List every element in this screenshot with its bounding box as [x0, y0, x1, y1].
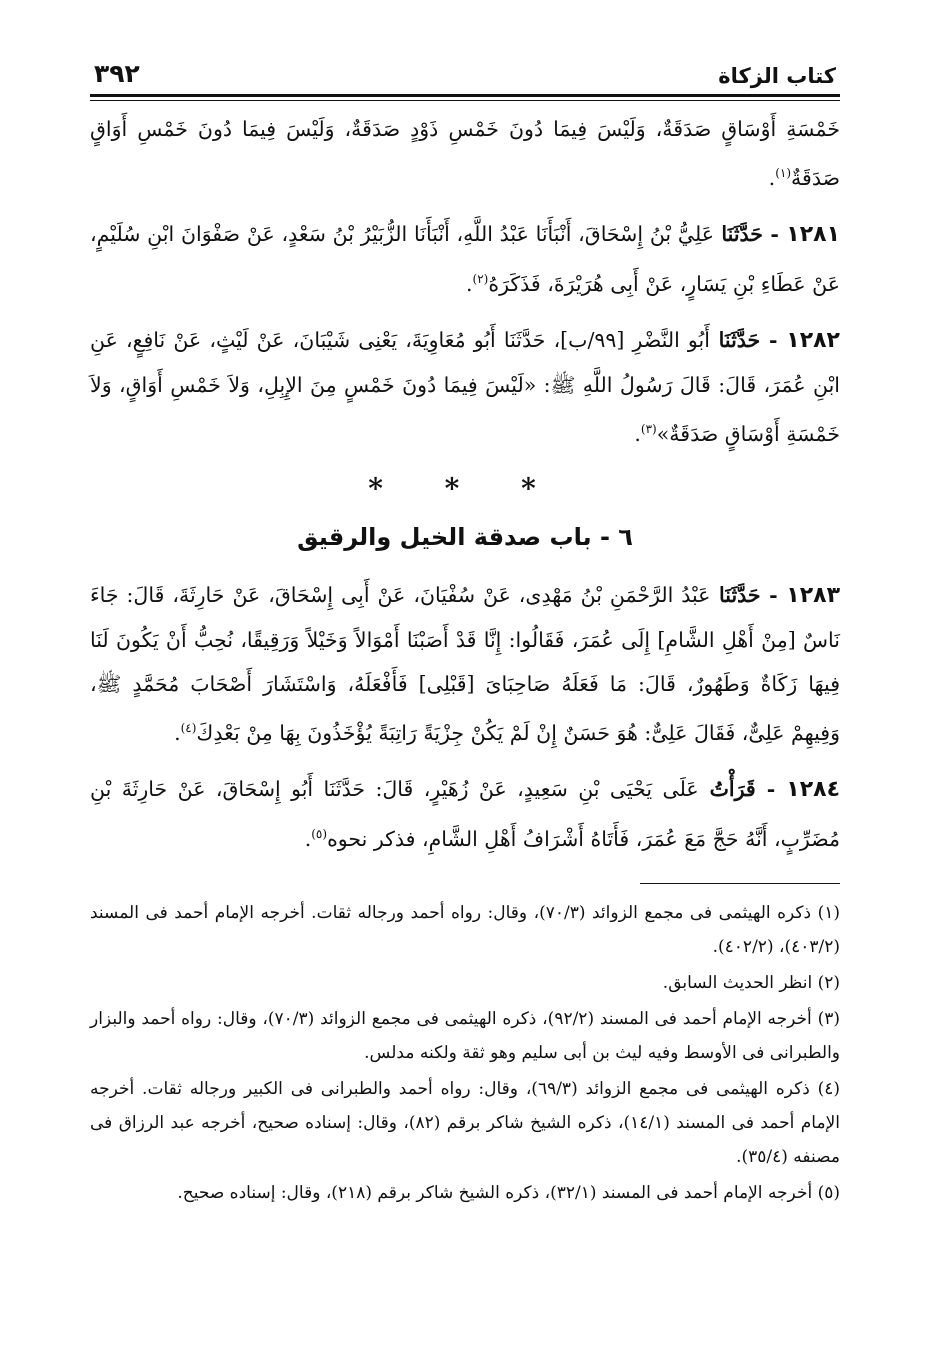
footnote-ref: (١) [775, 166, 792, 180]
paragraph-continuation: خَمْسَةِ أَوْسَاقٍ صَدَقَةٌ، وَلَيْسَ فِيمَا دُونَ خَمْسِ ذَوْدٍ صَدَقَةٌ، وَلَيْسَ فِيمَا دُونَ خَمْسِ أَوَاقٍ صَدَقَةٌ$^{(١)}$. [90, 117, 840, 190]
hadith-number: ١٢٨٤ [786, 777, 840, 803]
hadith-text: عَبْدُ الرَّحْمَنِ بْنُ مَهْدِى، عَنْ سُفْيَانَ، عَنْ أَبِى إِسْحَاقَ، عَنْ حَارِثَةَ، قَالَ: جَاءَ نَاسٌ [مِنْ أَهْلِ الشَّامِ] إِلَى عُمَرَ، فَقَالُوا: إِنَّا قَدْ أَصَبْنَا أَمْوَالاً وَخَيْلاً وَرَقِيقًا، نُحِبُّ أَنْ يَكُونَ لَنَا فِيهَا زَكَاةٌ وَطَهُورٌ، قَالَ: مَا فَعَلَهُ صَاحِبَاىَ [قَبْلِى] فَأَفْعَلَهُ، وَاسْتَشَارَ أَصْحَابَ مُحَمَّدٍ ﷺ، وَفِيهِمْ عَلِىٌّ، فَقَالَ عَلِىٌّ: هُوَ حَسَنٌ إِنْ لَمْ يَكُنْ جِزْيَةً رَاتِبَةً يُؤْخَذُونَ بِهَا مِنْ بَعْدِكَ [90, 583, 840, 746]
footnote-3: (٣) أخرجه الإمام أحمد فى المسند (٩٢/٢)، ذكره الهيثمى فى مجمع الزوائد (٧٠/٣)، وقال: رواه أحمد والبزار والطبرانى فى الأوسط وفيه ليث بن أبى سليم وهو ثقة ولكنه مدلس. [90, 1009, 841, 1064]
hadith-number: ١٢٨٢ [786, 327, 840, 353]
page-header [90, 52, 840, 88]
hadith-text: عَلِيُّ بْنُ إِسْحَاقَ، أَنْبَأَنَا عَبْدُ اللَّهِ، أَنْبَأَنَا الزُّبَيْرُ بْنُ سَعْدٍ، عَنْ صَفْوَانَ ابْنِ سُلَيْمٍ، عَنْ عَطَاءِ بْنِ يَسَارٍ، عَنْ أَبِى هُرَيْرَةَ، فَذَكَرَهُ [90, 221, 840, 296]
footnote-4: (٤) ذكره الهيثمى فى مجمع الزوائد (٦٩/٣)، وقال: رواه أحمد والطبرانى فى الكبير ورجاله ثقات. أخرجه الإمام أحمد فى المسند (١٤/١)، ذكره الشيخ شاكر برقم (٨٢)، وقال: إسناده صحيح، أخرجه عبد الرزاق فى مصنفه (٣٥/٤). [90, 1079, 840, 1168]
header-rule-thin [90, 100, 840, 101]
header-rule-thick [90, 94, 840, 97]
hadith-number: ١٢٨١ [786, 221, 840, 247]
hadith-text: أَبُو النَّضْرِ [٩٩/ب]، حَدَّثَنَا أَبُو مُعَاوِيَةَ، يَعْنِى شَيْبَانَ، عَنْ لَيْثٍ، عَنْ نَافِعٍ، عَنِ ابْنِ عُمَرَ، قَالَ: قَالَ رَسُولُ اللَّهِ ﷺ: «لَيْسَ فِيمَا دُونَ خَمْسٍ مِنَ الإِبِلِ، وَلاَ خَمْسِ أَوَاقٍ، وَلاَ خَمْسَةِ أَوْسَاقٍ صَدَقَةٌ» [90, 327, 840, 446]
hadith-1284: ١٢٨٤ - قَرَأْتُ عَلَى يَحْيَى بْنِ سَعِيدٍ، عَنْ زُهَيْرٍ، قَالَ: حَدَّثَنَا أَبُو إِسْحَاقَ، عَنْ حَارِثَةَ بْنِ مُضَرِّبٍ، أَنَّهُ حَجَّ مَعَ عُمَرَ، فَأَتَاهُ أَشْرَافُ أَهْلِ الشَّامِ، فذكر نحوه$^{(٥)}$. [90, 777, 840, 852]
footnote-5: (٥) أخرجه الإمام أحمد فى المسند (٣٢/١)، ذكره الشيخ شاكر برقم (٢١٨)، وقال: إسناده صحيح. [177, 1183, 840, 1204]
footnote-1: (١) ذكره الهيثمى فى مجمع الزوائد (٧٠/٣)، وقال: رواه أحمد ورجاله ثقات. أخرجه الإمام أحمد فى المسند (٤٠٣/٢)، (٤٠٢/٢). [90, 903, 840, 958]
book-title: كتاب الزكاة [718, 64, 836, 88]
footnote-ref: (٢) [472, 271, 489, 286]
page [90, 52, 840, 1212]
chapter-heading: ٦ - باب صدقة الخيل والرقيق [297, 523, 633, 552]
main-text [90, 107, 840, 861]
hadith-lead: - قَرَأْتُ [698, 777, 787, 802]
hadith-lead: - حَدَّثَنَا [714, 221, 787, 246]
footnotes [90, 896, 840, 1210]
hadith-1283: ١٢٨٣ - حَدَّثَنَا عَبْدُ الرَّحْمَنِ بْنُ مَهْدِى، عَنْ سُفْيَانَ، عَنْ أَبِى إِسْحَاقَ، عَنْ حَارِثَةَ، قَالَ: جَاءَ نَاسٌ [مِنْ أَهْلِ الشَّامِ] إِلَى عُمَرَ، فَقَالُوا: إِنَّا قَدْ أَصَبْنَا أَمْوَالاً وَخَيْلاً وَرَقِيقًا، نُحِبُّ أَنْ يَكُونَ لَنَا فِيهَا زَكَاةٌ وَطَهُورٌ، قَالَ: مَا فَعَلَهُ صَاحِبَاىَ [قَبْلِى] فَأَفْعَلَهُ، وَاسْتَشَارَ أَصْحَابَ مُحَمَّدٍ ﷺ، وَفِيهِمْ عَلِىٌّ، فَقَالَ عَلِىٌّ: هُوَ حَسَنٌ إِنْ لَمْ يَكُنْ جِزْيَةً رَاتِبَةً يُؤْخَذُونَ بِهَا مِنْ بَعْدِكَ$^{(٤)}$. [90, 583, 840, 746]
footnote-ref: (٥) [311, 827, 328, 842]
page-number: ٣٩٢ [94, 59, 140, 88]
hadith-1281: ١٢٨١ - حَدَّثَنَا عَلِيُّ بْنُ إِسْحَاقَ، أَنْبَأَنَا عَبْدُ اللَّهِ، أَنْبَأَنَا الزُّبَيْرُ بْنُ سَعْدٍ، عَنْ صَفْوَانَ ابْنِ سُلَيْمٍ، عَنْ عَطَاءِ بْنِ يَسَارٍ، عَنْ أَبِى هُرَيْرَةَ، فَذَكَرَهُ$^{(٢)}$. [90, 221, 840, 296]
footnote-ref: (٣) [640, 421, 657, 436]
footnote-ref: (٤) [180, 721, 197, 736]
hadith-lead: - حَدَّثَنَا [710, 583, 787, 608]
hadith-1282: ١٢٨٢ - حَدَّثَنَا أَبُو النَّضْرِ [٩٩/ب]، حَدَّثَنَا أَبُو مُعَاوِيَةَ، يَعْنِى شَيْبَانَ، عَنْ لَيْثٍ، عَنْ نَافِعٍ، عَنِ ابْنِ عُمَرَ، قَالَ: قَالَ رَسُولُ اللَّهِ ﷺ: «لَيْسَ فِيمَا دُونَ خَمْسٍ مِنَ الإِبِلِ، وَلاَ خَمْسِ أَوَاقٍ، وَلاَ خَمْسَةِ أَوْسَاقٍ صَدَقَةٌ»$^{(٣)}$. [90, 327, 840, 446]
hadith-lead: - حَدَّثَنَا [709, 327, 787, 352]
footnote-2: (٢) انظر الحديث السابق. [662, 973, 840, 994]
hadith-text: عَلَى يَحْيَى بْنِ سَعِيدٍ، عَنْ زُهَيْرٍ، قَالَ: حَدَّثَنَا أَبُو إِسْحَاقَ، عَنْ حَارِثَةَ بْنِ مُضَرِّبٍ، أَنَّهُ حَجَّ مَعَ عُمَرَ، فَأَتَاهُ أَشْرَافُ أَهْلِ الشَّامِ، فذكر نحوه [90, 777, 840, 852]
hadith-number: ١٢٨٣ [786, 583, 840, 609]
section-separator: * * * [368, 472, 562, 506]
footnote-divider [640, 883, 840, 884]
